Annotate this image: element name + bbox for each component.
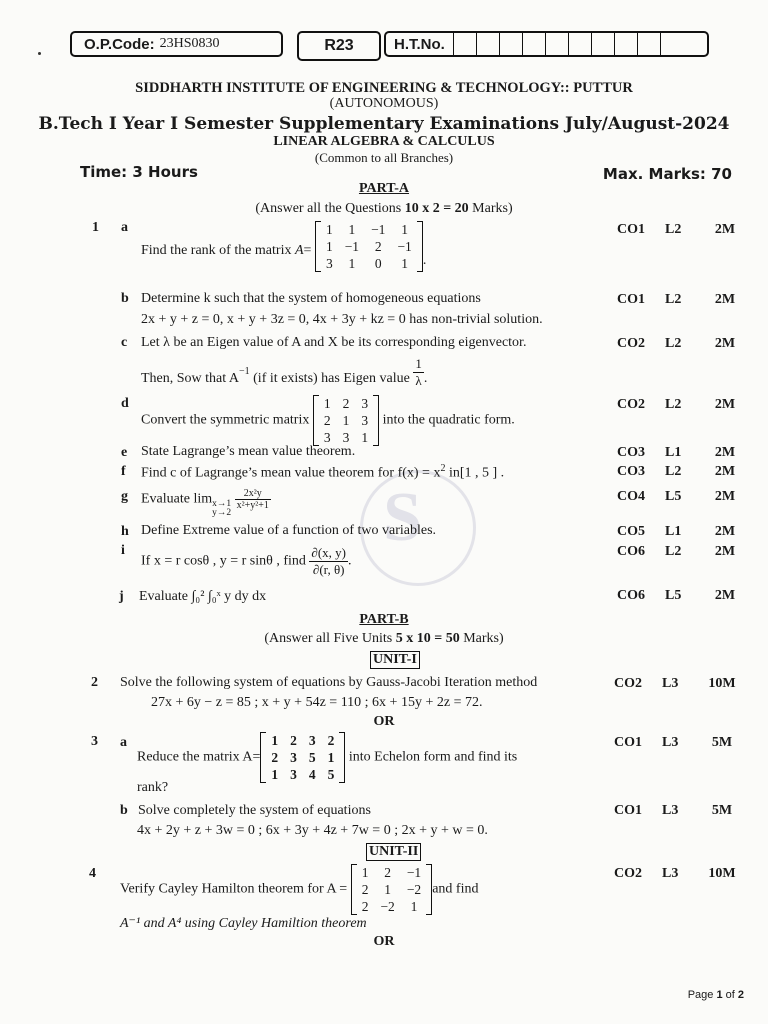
matrix-cell: −1 <box>371 222 386 237</box>
matrix-3a <box>260 732 345 783</box>
matrix-cell: 3 <box>308 733 316 748</box>
meta-1a <box>617 222 745 238</box>
matrix-row <box>318 395 374 412</box>
matrix-cell: 1 <box>361 865 369 880</box>
meta-1c <box>617 336 745 352</box>
matrix-cell: −2 <box>406 882 422 897</box>
item-letter: e <box>121 445 128 460</box>
matrix-cell: 2 <box>327 733 335 748</box>
matrix-1a <box>315 221 423 272</box>
matrix-cell: 2 <box>384 865 391 880</box>
q1f-pre: Find c of Lagrange’s mean value theorem for f(x) = x <box>141 465 441 481</box>
ht-cell <box>591 33 614 55</box>
matrix-cell: 3 <box>361 413 369 428</box>
max-marks-label: Max. Marks: 70 <box>602 165 732 183</box>
co-label: CO6 <box>617 588 645 603</box>
or-separator: OR <box>373 934 395 949</box>
item-letter: h <box>121 524 129 539</box>
level-label: L3 <box>662 803 679 818</box>
q1g-pre: Evaluate lim <box>141 491 213 507</box>
ht-cell <box>499 33 522 55</box>
level-label: L5 <box>665 489 682 504</box>
question-3a <box>137 732 517 783</box>
frac-den: λ <box>415 373 422 388</box>
matrix-cell: 3 <box>290 767 297 782</box>
instr-post: Marks) <box>468 201 513 216</box>
meta-1h <box>617 524 745 540</box>
matrix-cell: 1 <box>271 767 279 782</box>
q1g-sub1: x→1 <box>212 498 232 509</box>
question-1e: State Lagrange’s mean value theorem. <box>141 444 356 459</box>
item-letter: i <box>121 543 125 558</box>
matrix-cell: 3 <box>342 430 350 445</box>
level-label: L5 <box>665 588 682 603</box>
matrix-cell: 1 <box>348 256 356 271</box>
branches-note: (Common to all Branches) <box>314 150 454 165</box>
co-label: CO1 <box>617 222 645 237</box>
marks-label: 2M <box>714 292 736 307</box>
hall-ticket-label: H.T.No. <box>394 35 445 53</box>
question-3b-line1: Solve completely the system of equations <box>138 803 371 818</box>
hall-ticket-box <box>384 31 709 57</box>
frac-den: x²+y²+1 <box>236 500 269 511</box>
matrix-cell: 2 <box>271 750 279 765</box>
question-1c-line2: Then, Sow that $A^{-1}$ (if it exists) has Eigen value $\frac{1}{\lambda}$ . <box>141 356 428 388</box>
co-label: CO2 <box>614 866 642 881</box>
level-label: L2 <box>665 222 682 237</box>
q4-pre: Verify Cayley Hamilton theorem for A = <box>120 881 351 897</box>
regulation-label: R23 <box>324 37 354 54</box>
q1a-var: A <box>294 242 304 258</box>
matrix-cell: 2 <box>374 239 382 254</box>
item-letter: a <box>121 220 128 235</box>
op-code-value: 23HS0830 <box>159 36 220 51</box>
regulation-box <box>297 31 381 61</box>
co-label: CO3 <box>617 445 645 460</box>
question-number: 3 <box>91 734 98 749</box>
matrix-cell: −2 <box>380 899 395 914</box>
ht-cell <box>637 33 660 55</box>
matrix-row <box>356 864 428 881</box>
matrix-cell: 1 <box>271 733 279 748</box>
meta-1b <box>617 292 745 308</box>
level-label: L3 <box>662 866 679 881</box>
co-label: CO3 <box>617 464 645 479</box>
matrix-row <box>356 898 428 915</box>
question-2-line2: 27x + 6y − z = 85 ; x + y + 54z = 110 ; 6x + 15y + 2z = 72. <box>151 695 483 710</box>
frac-num: 2x²y <box>235 488 271 500</box>
question-1h: Define Extreme value of a function of two variables. <box>141 523 437 538</box>
question-3a-line2: rank? <box>137 780 169 795</box>
matrix-4 <box>351 864 433 915</box>
q1i-pre: If x = r cosθ , y = r sinθ , find <box>141 553 310 569</box>
question-4-line2: A⁻¹ and A⁴ using Cayley Hamiltion theorem <box>120 916 367 931</box>
matrix-cell: 1 <box>384 882 391 897</box>
marks-label: 10M <box>708 866 736 881</box>
marks-label: 2M <box>714 464 736 479</box>
matrix-cell: 2 <box>342 396 350 411</box>
q1i-fraction <box>309 545 348 578</box>
q1c-pre: Then, Sow that A <box>141 370 239 386</box>
meta-1j <box>617 588 745 604</box>
question-3b-line2: 4x + 2y + z + 3w = 0 ; 6x + 3y + 4z + 7w = 0 ; 2x + y + w = 0. <box>137 823 488 838</box>
instr-bold: 10 x 2 = 20 <box>404 201 469 216</box>
autonomous-label: (AUTONOMOUS) <box>329 96 439 111</box>
level-label: L1 <box>665 445 682 460</box>
matrix-cell: 2 <box>323 413 331 428</box>
marks-label: 5M <box>711 803 733 818</box>
q1d-pre: Convert the symmetric matrix <box>141 412 313 428</box>
unit-2-heading: UNIT-II <box>366 843 421 861</box>
frac-num: ∂(x, y) <box>311 545 346 560</box>
marks-label: 2M <box>714 588 736 603</box>
matrix-cell: 3 <box>323 430 331 445</box>
matrix-cell: 5 <box>308 750 316 765</box>
meta-1f <box>617 464 745 480</box>
or-separator: OR <box>373 714 395 729</box>
q1c-sup: −1 <box>239 366 250 378</box>
co-label: CO2 <box>617 336 645 351</box>
marks-label: 2M <box>714 489 736 504</box>
marks-label: 5M <box>711 735 733 750</box>
exam-title: B.Tech I Year I Semester Supplementary Examinations July/August-2024 <box>38 114 730 134</box>
question-1f <box>141 463 504 482</box>
unit-1-heading: UNIT-I <box>370 651 420 669</box>
institute-name: SIDDHARTH INSTITUTE OF ENGINEERING & TECHNOLOGY:: PUTTUR <box>135 80 633 96</box>
page-current: 1 <box>716 989 723 1001</box>
marks-label: 2M <box>714 336 736 351</box>
instr-post: Marks) <box>459 631 504 646</box>
level-label: L2 <box>665 336 682 351</box>
question-4 <box>120 864 478 915</box>
question-1g <box>141 488 271 518</box>
question-1c-line1: Let λ be an Eigen value of A and X be its corresponding eigenvector. <box>141 335 527 350</box>
meta-1e <box>617 445 745 461</box>
part-a-instruction <box>0 201 768 217</box>
meta-3a <box>614 735 742 751</box>
meta-2 <box>614 676 742 692</box>
item-letter: c <box>121 335 128 350</box>
matrix-cell: 1 <box>323 396 331 411</box>
co-label: CO2 <box>617 397 645 412</box>
item-letter: j <box>119 589 124 604</box>
matrix-cell: 2 <box>290 733 297 748</box>
matrix-cell: 1 <box>342 413 350 428</box>
matrix-cell: −1 <box>406 865 422 880</box>
marks-label: 2M <box>714 222 736 237</box>
frac-num: 1 <box>415 356 422 371</box>
q4-post: and find <box>432 881 479 897</box>
meta-3b <box>614 803 742 819</box>
marks-label: 2M <box>714 397 736 412</box>
ht-cell <box>660 33 683 55</box>
matrix-cell: 0 <box>374 256 382 271</box>
ht-cell <box>545 33 568 55</box>
speck <box>38 52 41 55</box>
co-label: CO6 <box>617 544 645 559</box>
level-label: L2 <box>665 544 682 559</box>
matrix-cell: 1 <box>327 750 335 765</box>
matrix-cell: 2 <box>361 882 369 897</box>
co-label: CO1 <box>617 292 645 307</box>
instr-pre: (Answer all the Questions <box>255 201 405 216</box>
part-b-instruction <box>0 631 768 647</box>
matrix-cell: 3 <box>290 750 297 765</box>
frac-den: ∂(r, θ) <box>312 562 345 577</box>
matrix-row <box>320 221 418 238</box>
op-code-box <box>70 31 283 57</box>
op-code-label: O.P.Code: <box>84 35 155 53</box>
level-label: L2 <box>665 292 682 307</box>
matrix-1d <box>313 395 379 446</box>
matrix-row <box>265 766 340 783</box>
ht-cell <box>568 33 591 55</box>
matrix-cell: 1 <box>361 430 369 445</box>
meta-1d <box>617 397 745 413</box>
item-letter: d <box>121 396 129 411</box>
q3a-pre: Reduce the matrix A= <box>137 749 261 765</box>
matrix-cell: 5 <box>327 767 335 782</box>
page-mid: of <box>722 989 738 1001</box>
item-letter: b <box>121 291 129 306</box>
question-1i: If x = r cosθ , y = r sinθ , find $\frac{\partial(x, y)}{\partial(r, \theta)}$ . <box>141 545 352 577</box>
question-2-line1: Solve the following system of equations by Gauss-Jacobi Iteration method <box>120 675 538 690</box>
item-letter: g <box>121 489 128 504</box>
matrix-row <box>318 412 374 429</box>
level-label: L2 <box>665 397 682 412</box>
matrix-cell: 1 <box>401 222 408 237</box>
time-label: Time: 3 Hours <box>80 163 198 181</box>
instr-pre: (Answer all Five Units <box>264 631 396 646</box>
q1g-fraction <box>235 488 271 511</box>
page-pre: Page <box>687 989 717 1001</box>
instr-bold: 5 x 10 = 50 <box>395 631 460 646</box>
question-number: 1 <box>92 220 99 235</box>
q1f-post: in[1 , 5 ] . <box>445 465 505 481</box>
matrix-cell: 2 <box>361 899 369 914</box>
item-letter: a <box>120 735 127 750</box>
q1g-sub <box>212 500 231 518</box>
q1f-sup: 2 <box>440 463 446 474</box>
matrix-cell: 1 <box>325 239 333 254</box>
meta-4 <box>614 866 742 882</box>
q1d-post: into the quadratic form. <box>379 412 515 428</box>
level-label: L2 <box>665 464 682 479</box>
q1a-text: Find the rank of the matrix <box>141 242 295 258</box>
item-letter: b <box>120 803 128 818</box>
matrix-row <box>320 255 418 272</box>
matrix-cell: −1 <box>397 239 412 254</box>
marks-label: 2M <box>714 544 736 559</box>
matrix-row <box>265 749 340 766</box>
watermark-letter: S <box>383 479 422 556</box>
matrix-cell: 4 <box>308 767 316 782</box>
subject-name: LINEAR ALGEBRA & CALCULUS <box>273 134 495 149</box>
co-label: CO2 <box>614 676 642 691</box>
question-1d <box>141 395 515 446</box>
q3a-post: into Echelon form and find its <box>345 749 518 765</box>
ht-cell <box>453 33 476 55</box>
question-1b-line2: 2x + y + z = 0, x + y + 3z = 0, 4x + 3y + kz = 0 has non-trivial solution. <box>141 312 543 327</box>
page-total: 2 <box>737 989 744 1001</box>
co-label: CO1 <box>614 735 642 750</box>
part-a-heading: PART-A <box>358 181 410 196</box>
co-label: CO5 <box>617 524 645 539</box>
question-1j: Evaluate ∫₀² ∫₀ˣ y dy dx <box>139 589 267 604</box>
marks-label: 10M <box>708 676 736 691</box>
matrix-cell: 1 <box>401 256 408 271</box>
question-number: 4 <box>89 866 96 881</box>
matrix-row <box>356 881 428 898</box>
level-label: L3 <box>662 735 679 750</box>
matrix-cell: 1 <box>325 222 333 237</box>
matrix-cell: 1 <box>410 899 418 914</box>
q1c-post: (if it exists) has Eigen value <box>249 370 414 386</box>
matrix-row <box>265 732 340 749</box>
marks-label: 2M <box>714 445 736 460</box>
marks-label: 2M <box>714 524 736 539</box>
q1g-sub2: y→2 <box>212 507 232 518</box>
question-number: 2 <box>91 675 98 690</box>
co-label: CO4 <box>617 489 645 504</box>
ht-cell <box>476 33 499 55</box>
ht-cell <box>522 33 545 55</box>
question-1b-line1: Determine k such that the system of homogeneous equations <box>141 291 481 306</box>
hall-ticket-cells <box>453 33 683 55</box>
level-label: L1 <box>665 524 682 539</box>
matrix-cell: 3 <box>325 256 333 271</box>
item-letter: f <box>121 464 126 479</box>
page-footer <box>688 989 744 1001</box>
meta-1g <box>617 489 745 505</box>
question-1a: Find the rank of the matrix A= 1 1 −1 1 1 −1 2 −1 3 1 0 1 . <box>141 222 427 271</box>
meta-1i <box>617 544 745 560</box>
part-b-heading: PART-B <box>359 612 409 627</box>
matrix-cell: 3 <box>361 396 369 411</box>
matrix-cell: 1 <box>348 222 356 237</box>
level-label: L3 <box>662 676 679 691</box>
ht-cell <box>614 33 637 55</box>
co-label: CO1 <box>614 803 642 818</box>
q1c-fraction <box>413 356 424 389</box>
matrix-cell: −1 <box>344 239 360 254</box>
matrix-row <box>320 238 418 255</box>
